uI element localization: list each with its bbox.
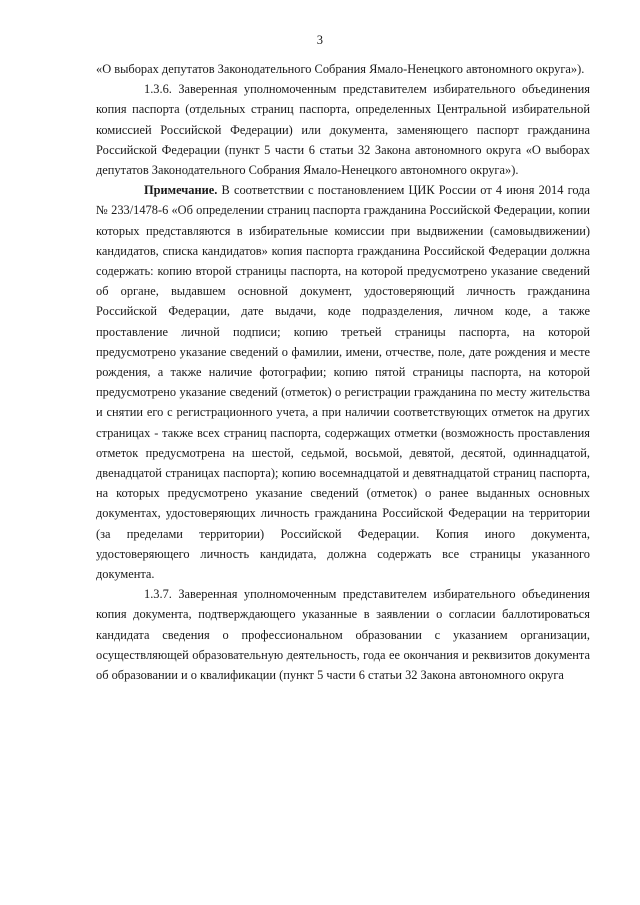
paragraph-1-3-7: 1.3.7. Заверенная уполномоченным представителем избирательного объединения копия документа, подтверждающего указанные в заявлении о согласии баллотироваться кандидата сведения о профессиональном образовании с указанием организации, осуществляющей образовательную деятельность, года ее окончания и реквизитов документа об образовании и о квалификации (пункт 5 части 6 статьи 32 Закона автономного округа bbox=[96, 587, 590, 683]
paragraph-continuation: «О выборах депутатов Законодательного Собрания Ямало-Ненецкого автономного округа»). bbox=[96, 62, 585, 76]
page-number: 3 bbox=[316, 33, 324, 47]
paragraph-note bbox=[96, 180, 590, 584]
paragraph-1-3-6: 1.3.6. Заверенная уполномоченным представителем избирательного объединения копия паспорта (отдельных страниц паспорта, определенных Центральной избирательной комиссией Российской Федерации) или документа, заменяющего паспорт гражданина Российской Федерации (пункт 5 части 6 статьи 32 Закона автономного округа «О выборах депутатов Законодательного Собрания Ямало-Ненецкого автономного округа»). bbox=[96, 82, 590, 178]
note-label: Примечание. bbox=[144, 183, 218, 198]
document-body bbox=[96, 59, 590, 685]
note-text: В соответствии с постановлением ЦИК России от 4 июня 2014 года № 233/1478-6 «Об определении страниц паспорта гражданина Российской Федерации, копии которых представляются в избирательные комиссии при выдвижении (самовыдвижении) кандидатов, списка кандидатов» копия паспорта гражданина Российской Федерации должна содержать: копию второй страницы паспорта, на которой предусмотрено указание сведений об органе, выдавшем основной документ, удостоверяющий личность гражданина Российской Федерации, дате выдачи, коде подразделения, личном коде, а также проставление личной подписи; копию третьей страницы паспорта, на которой предусмотрено указание сведений о фамилии, имени, отчестве, поле, дате рождения и месте рождения, а также наличие фотографии; копию пятой страницы паспорта, на которой предусмотрено указание сведений (отметок) о регистрации гражданина по месту жительства и снятии его с регистрационного учета, а при наличии соответствующих отметок на других страницах - также всех страниц паспорта, содержащих отметки (возможность проставления отметок предусмотрена на шестой, седьмой, восьмой, девятой, десятой, одиннадцатой, двенадцатой страницах паспорта); копию восемнадцатой и девятнадцатой страниц паспорта, на которых предусмотрено указание сведений (отметок) о ранее выданных основных документах, удостоверяющих личность гражданина Российской Федерации на территории (за пределами территории) Российской Федерации. Копия иного документа, удостоверяющего личность кандидата, должна содержать все страницы указанного документа. bbox=[96, 183, 590, 582]
